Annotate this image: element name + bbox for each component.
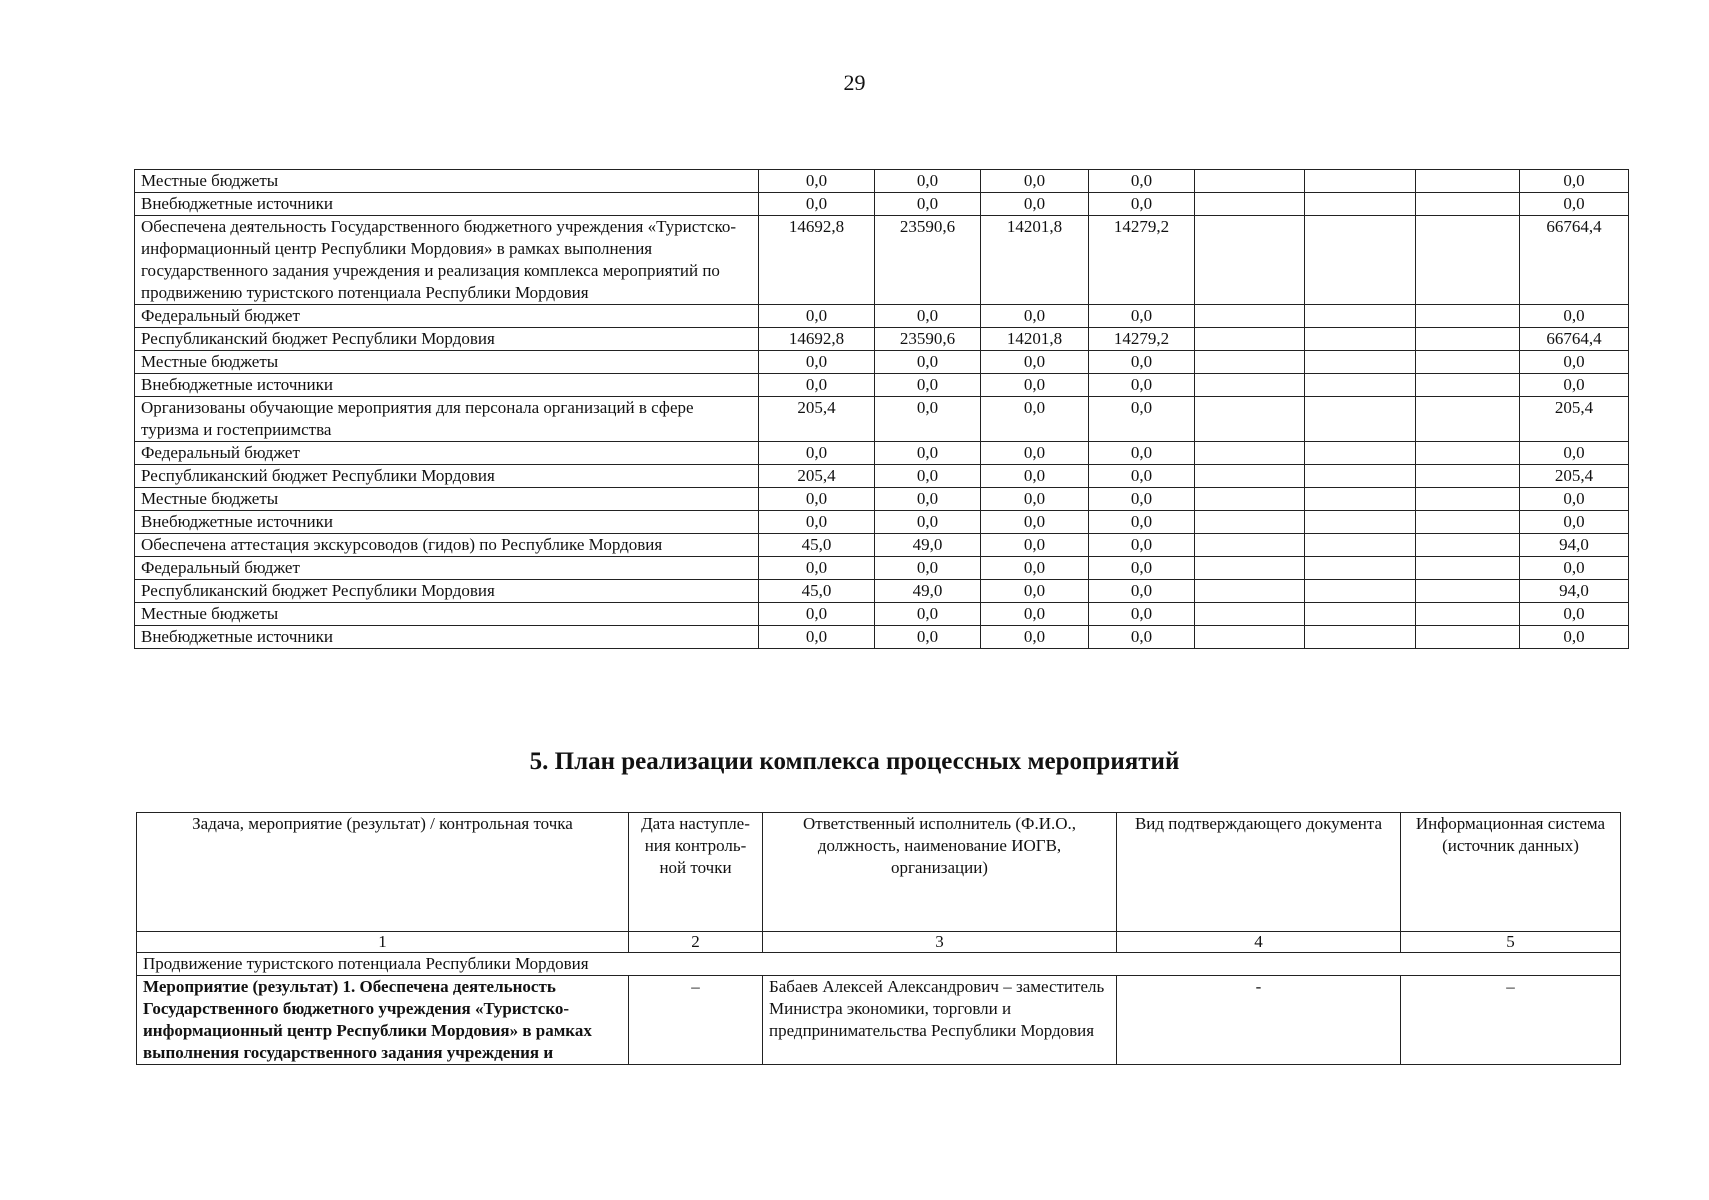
funding-value-cell: 0,0 [1089, 351, 1195, 374]
funding-value-cell [1195, 534, 1305, 557]
funding-value-cell: 0,0 [1520, 305, 1629, 328]
funding-value-cell: 0,0 [981, 534, 1089, 557]
funding-value-cell [1195, 626, 1305, 649]
funding-row-label: Местные бюджеты [135, 170, 759, 193]
funding-value-cell: 0,0 [981, 170, 1089, 193]
funding-value-cell: 0,0 [1520, 193, 1629, 216]
funding-value-cell: 0,0 [1089, 488, 1195, 511]
funding-row [135, 488, 1629, 511]
funding-value-cell: 205,4 [1520, 397, 1629, 442]
funding-row-label: Федеральный бюджет [135, 557, 759, 580]
funding-value-cell: 0,0 [1520, 603, 1629, 626]
funding-value-cell: 0,0 [875, 465, 981, 488]
column-number: 5 [1401, 932, 1621, 953]
task-title: Продвижение туристского потенциала Республики Мордовия [137, 953, 1621, 976]
funding-value-cell: 205,4 [759, 397, 875, 442]
column-number: 3 [763, 932, 1117, 953]
section-title: 5. План реализации комплекса процессных мероприятий [529, 748, 1180, 775]
header-date: Дата наступле-ния контроль-ной точки [629, 813, 763, 932]
funding-value-cell: 0,0 [1520, 351, 1629, 374]
funding-value-cell [1305, 580, 1416, 603]
funding-value-cell [1416, 374, 1520, 397]
funding-value-cell: 66764,4 [1520, 328, 1629, 351]
funding-value-cell [1305, 170, 1416, 193]
funding-row-label: Федеральный бюджет [135, 442, 759, 465]
funding-row [135, 465, 1629, 488]
funding-value-cell: 0,0 [1089, 603, 1195, 626]
funding-value-cell [1305, 603, 1416, 626]
funding-value-cell [1195, 442, 1305, 465]
plan-event-row [137, 976, 1621, 1065]
funding-value-cell: 0,0 [1089, 534, 1195, 557]
funding-value-cell: 49,0 [875, 580, 981, 603]
funding-value-cell: 0,0 [981, 580, 1089, 603]
funding-value-cell: 66764,4 [1520, 216, 1629, 305]
funding-value-cell [1195, 557, 1305, 580]
funding-value-cell: 0,0 [875, 170, 981, 193]
funding-value-cell [1416, 580, 1520, 603]
funding-value-cell: 0,0 [875, 442, 981, 465]
funding-value-cell: 0,0 [759, 511, 875, 534]
funding-value-cell [1195, 328, 1305, 351]
funding-value-cell: 0,0 [759, 351, 875, 374]
funding-value-cell [1195, 216, 1305, 305]
plan-table [136, 812, 1621, 1065]
funding-row [135, 557, 1629, 580]
funding-value-cell: 23590,6 [875, 328, 981, 351]
funding-value-cell: 0,0 [1089, 626, 1195, 649]
plan-header-row [137, 813, 1621, 932]
funding-row [135, 305, 1629, 328]
funding-value-cell: 0,0 [1089, 580, 1195, 603]
funding-row [135, 603, 1629, 626]
funding-value-cell [1416, 193, 1520, 216]
funding-value-cell: 94,0 [1520, 534, 1629, 557]
funding-value-cell: 94,0 [1520, 580, 1629, 603]
funding-value-cell: 0,0 [1520, 170, 1629, 193]
funding-value-cell: 14279,2 [1089, 216, 1195, 305]
funding-row [135, 442, 1629, 465]
plan-column-numbers-row [137, 932, 1621, 953]
funding-value-cell [1305, 351, 1416, 374]
funding-value-cell: 45,0 [759, 580, 875, 603]
funding-value-cell [1416, 351, 1520, 374]
funding-value-cell: 0,0 [981, 488, 1089, 511]
header-responsible: Ответственный исполнитель (Ф.И.О., должность, наименование ИОГВ, организации) [763, 813, 1117, 932]
funding-value-cell [1305, 511, 1416, 534]
funding-value-cell: 23590,6 [875, 216, 981, 305]
funding-value-cell: 0,0 [759, 557, 875, 580]
funding-row [135, 511, 1629, 534]
funding-value-cell [1416, 216, 1520, 305]
funding-value-cell [1305, 374, 1416, 397]
funding-value-cell: 0,0 [759, 374, 875, 397]
funding-value-cell: 0,0 [759, 488, 875, 511]
funding-value-cell: 49,0 [875, 534, 981, 557]
funding-value-cell: 0,0 [759, 193, 875, 216]
funding-value-cell [1305, 397, 1416, 442]
funding-row-label: Местные бюджеты [135, 488, 759, 511]
funding-value-cell: 0,0 [981, 511, 1089, 534]
funding-value-cell: 0,0 [875, 488, 981, 511]
funding-value-cell: 14201,8 [981, 328, 1089, 351]
funding-row [135, 534, 1629, 557]
funding-row [135, 216, 1629, 305]
funding-row-label: Обеспечена аттестация экскурсоводов (гидов) по Республике Мордовия [135, 534, 759, 557]
funding-value-cell: 0,0 [875, 374, 981, 397]
funding-value-cell: 205,4 [759, 465, 875, 488]
funding-value-cell: 14201,8 [981, 216, 1089, 305]
funding-value-cell: 0,0 [875, 305, 981, 328]
funding-row-label: Внебюджетные источники [135, 193, 759, 216]
funding-value-cell: 14692,8 [759, 328, 875, 351]
funding-value-cell [1416, 557, 1520, 580]
column-number: 1 [137, 932, 629, 953]
funding-row [135, 580, 1629, 603]
funding-value-cell: 0,0 [981, 374, 1089, 397]
event-system: – [1401, 976, 1621, 1065]
funding-value-cell: 0,0 [759, 626, 875, 649]
funding-value-cell: 0,0 [759, 305, 875, 328]
column-number: 4 [1117, 932, 1401, 953]
funding-value-cell: 0,0 [1089, 397, 1195, 442]
funding-value-cell: 0,0 [981, 351, 1089, 374]
funding-row-label: Внебюджетные источники [135, 511, 759, 534]
funding-value-cell [1416, 442, 1520, 465]
funding-row-label: Республиканский бюджет Республики Мордовия [135, 465, 759, 488]
funding-value-cell: 205,4 [1520, 465, 1629, 488]
funding-value-cell: 0,0 [759, 442, 875, 465]
funding-value-cell [1416, 534, 1520, 557]
funding-value-cell: 0,0 [1089, 465, 1195, 488]
event-document: - [1117, 976, 1401, 1065]
funding-value-cell [1416, 488, 1520, 511]
funding-value-cell: 0,0 [1520, 511, 1629, 534]
funding-table [134, 169, 1629, 649]
funding-value-cell: 0,0 [981, 193, 1089, 216]
funding-value-cell [1305, 216, 1416, 305]
funding-value-cell: 0,0 [1089, 374, 1195, 397]
funding-value-cell: 0,0 [1089, 170, 1195, 193]
funding-value-cell: 0,0 [1520, 488, 1629, 511]
funding-row-label: Республиканский бюджет Республики Мордовия [135, 580, 759, 603]
funding-value-cell: 0,0 [981, 442, 1089, 465]
funding-value-cell: 0,0 [759, 170, 875, 193]
funding-value-cell [1195, 193, 1305, 216]
funding-value-cell: 0,0 [1520, 374, 1629, 397]
funding-value-cell [1305, 328, 1416, 351]
funding-row-label: Обеспечена деятельность Государственного бюджетного учреждения «Туристско-информационный центр Республики Мордовия» в рамках выполнения государственного задания учреждения и реализация комплекса мероприятий по продвижению туристского потенциала Республики Мордовия [135, 216, 759, 305]
funding-value-cell [1416, 465, 1520, 488]
funding-value-cell: 0,0 [981, 305, 1089, 328]
funding-value-cell: 0,0 [1520, 442, 1629, 465]
funding-value-cell [1195, 170, 1305, 193]
event-responsible: Бабаев Алексей Александрович – заместитель Министра экономики, торговли и предпринимательства Республики Мордовия [763, 976, 1117, 1065]
funding-row [135, 351, 1629, 374]
funding-value-cell [1416, 305, 1520, 328]
funding-value-cell: 0,0 [759, 603, 875, 626]
funding-value-cell: 0,0 [981, 557, 1089, 580]
funding-table-body [135, 170, 1629, 649]
funding-value-cell [1305, 534, 1416, 557]
funding-value-cell: 0,0 [875, 397, 981, 442]
funding-value-cell [1195, 305, 1305, 328]
funding-row [135, 397, 1629, 442]
header-task: Задача, мероприятие (результат) / контрольная точка [137, 813, 629, 932]
funding-value-cell [1416, 603, 1520, 626]
funding-value-cell [1195, 488, 1305, 511]
funding-value-cell [1416, 328, 1520, 351]
funding-value-cell [1195, 580, 1305, 603]
funding-value-cell [1305, 465, 1416, 488]
funding-value-cell [1305, 557, 1416, 580]
funding-value-cell: 0,0 [1520, 626, 1629, 649]
plan-task-row [137, 953, 1621, 976]
funding-row [135, 328, 1629, 351]
funding-value-cell [1416, 626, 1520, 649]
funding-value-cell: 0,0 [1089, 305, 1195, 328]
funding-value-cell: 0,0 [875, 603, 981, 626]
funding-row-label: Местные бюджеты [135, 603, 759, 626]
funding-value-cell [1416, 170, 1520, 193]
funding-value-cell [1416, 397, 1520, 442]
funding-value-cell [1195, 351, 1305, 374]
funding-value-cell: 0,0 [1520, 557, 1629, 580]
funding-value-cell: 14692,8 [759, 216, 875, 305]
funding-value-cell: 0,0 [981, 397, 1089, 442]
funding-value-cell [1305, 442, 1416, 465]
funding-row-label: Республиканский бюджет Республики Мордовия [135, 328, 759, 351]
funding-value-cell: 0,0 [981, 626, 1089, 649]
header-document: Вид подтверждающего документа [1117, 813, 1401, 932]
event-date: – [629, 976, 763, 1065]
funding-value-cell: 0,0 [875, 626, 981, 649]
funding-value-cell [1195, 511, 1305, 534]
funding-row-label: Внебюджетные источники [135, 374, 759, 397]
event-title: Мероприятие (результат) 1. Обеспечена деятельность Государственного бюджетного учреждения «Туристско-информационный центр Республики Мордовия» в рамках выполнения государственного задания учреждения и [137, 976, 629, 1065]
funding-row-label: Федеральный бюджет [135, 305, 759, 328]
funding-value-cell [1195, 603, 1305, 626]
funding-value-cell [1195, 465, 1305, 488]
funding-value-cell: 0,0 [875, 557, 981, 580]
funding-row-label: Местные бюджеты [135, 351, 759, 374]
funding-value-cell: 0,0 [981, 603, 1089, 626]
funding-value-cell [1305, 305, 1416, 328]
funding-value-cell: 0,0 [1089, 193, 1195, 216]
funding-value-cell: 45,0 [759, 534, 875, 557]
funding-row-label: Организованы обучающие мероприятия для персонала организаций в сфере туризма и гостеприимства [135, 397, 759, 442]
funding-value-cell: 0,0 [981, 465, 1089, 488]
funding-row-label: Внебюджетные источники [135, 626, 759, 649]
funding-value-cell: 0,0 [875, 511, 981, 534]
funding-value-cell: 0,0 [1089, 442, 1195, 465]
funding-value-cell: 14279,2 [1089, 328, 1195, 351]
funding-row [135, 193, 1629, 216]
funding-value-cell: 0,0 [1089, 557, 1195, 580]
funding-value-cell [1305, 193, 1416, 216]
funding-value-cell: 0,0 [1089, 511, 1195, 534]
header-system: Информационная система (источник данных) [1401, 813, 1621, 932]
funding-row [135, 170, 1629, 193]
funding-value-cell [1305, 626, 1416, 649]
funding-row [135, 374, 1629, 397]
funding-value-cell: 0,0 [875, 193, 981, 216]
funding-row [135, 626, 1629, 649]
funding-value-cell [1195, 397, 1305, 442]
funding-value-cell [1416, 511, 1520, 534]
page-number: 29 [843, 70, 866, 95]
funding-value-cell: 0,0 [875, 351, 981, 374]
column-number: 2 [629, 932, 763, 953]
funding-value-cell [1305, 488, 1416, 511]
funding-value-cell [1195, 374, 1305, 397]
